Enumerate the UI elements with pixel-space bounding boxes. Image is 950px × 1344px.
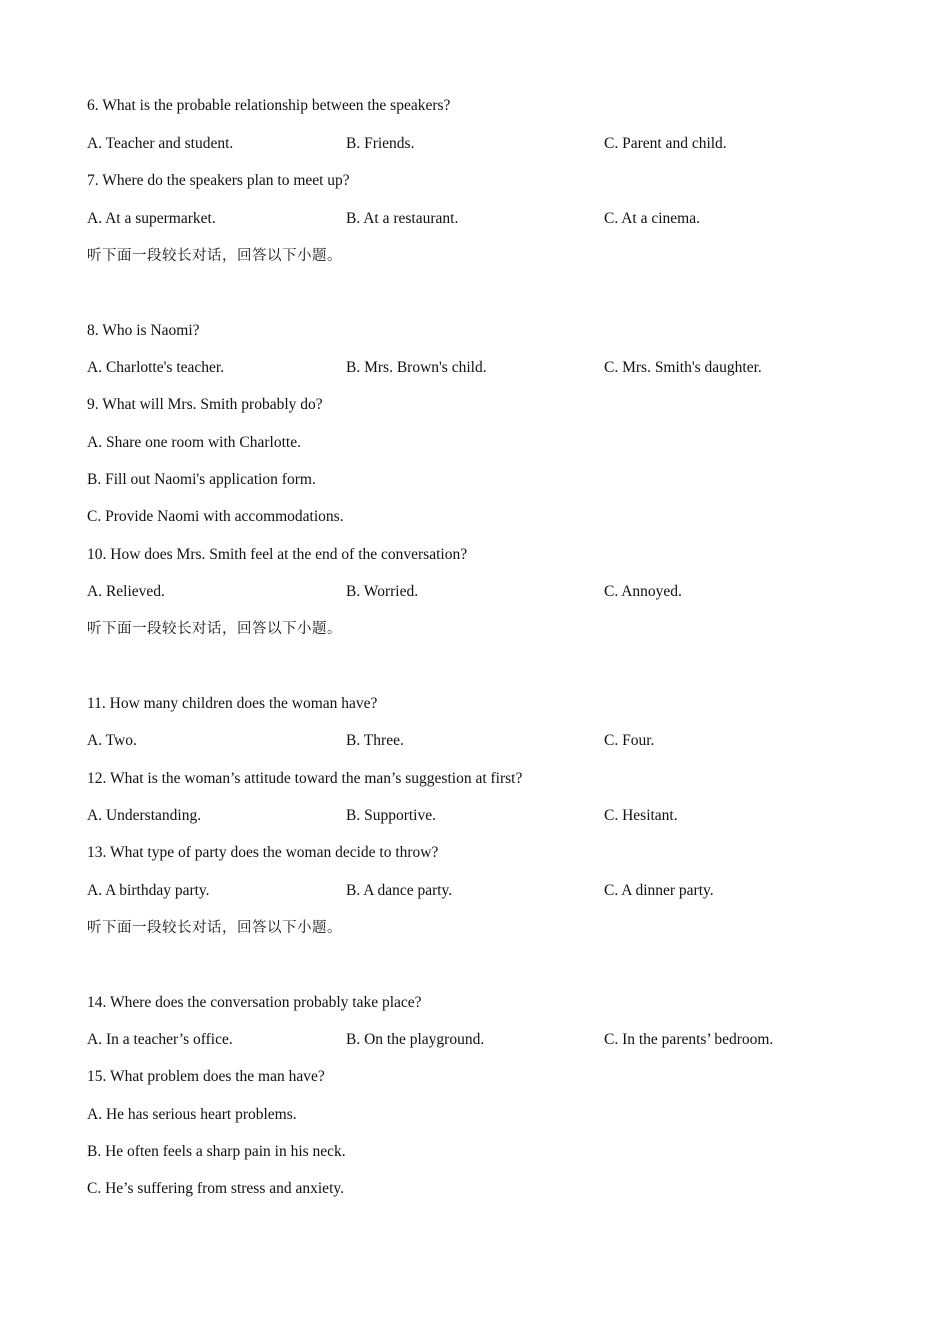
option-b: B. Friends. <box>346 135 415 152</box>
question-15-option-c: C. He’s suffering from stress and anxiety. <box>87 1180 344 1197</box>
question-14-stem: 14. Where does the conversation probably take place? <box>87 994 422 1011</box>
question-10-options <box>87 580 887 604</box>
option-c: C. Parent and child. <box>604 135 727 152</box>
question-14-options <box>87 1028 887 1052</box>
option-c: C. Hesitant. <box>604 807 678 824</box>
question-11-stem: 11. How many children does the woman have? <box>87 695 378 712</box>
option-b: B. Mrs. Brown's child. <box>346 359 487 376</box>
question-7-options <box>87 207 887 231</box>
option-a: A. At a supermarket. <box>87 210 216 227</box>
question-15-option-b: B. He often feels a sharp pain in his neck. <box>87 1143 346 1160</box>
question-12-stem: 12. What is the woman’s attitude toward the man’s suggestion at first? <box>87 770 523 787</box>
option-a: A. Teacher and student. <box>87 135 234 152</box>
option-a: A. A birthday party. <box>87 882 210 899</box>
question-9-option-b: B. Fill out Naomi's application form. <box>87 471 316 488</box>
option-a: A. Charlotte's teacher. <box>87 359 225 376</box>
question-7-stem: 7. Where do the speakers plan to meet up? <box>87 172 350 189</box>
question-8-stem: 8. Who is Naomi? <box>87 322 200 339</box>
question-10-stem: 10. How does Mrs. Smith feel at the end of the conversation? <box>87 546 468 563</box>
option-a: A. Two. <box>87 732 137 749</box>
option-c: C. Mrs. Smith's daughter. <box>604 359 762 376</box>
option-b: B. Worried. <box>346 583 419 600</box>
option-b: B. On the playground. <box>346 1031 485 1048</box>
option-a: A. In a teacher’s office. <box>87 1031 233 1048</box>
question-9-option-a: A. Share one room with Charlotte. <box>87 434 301 451</box>
question-12-options <box>87 804 887 828</box>
option-c: C. In the parents’ bedroom. <box>604 1031 774 1048</box>
question-13-options <box>87 879 887 903</box>
section-instruction: 听下面一段较长对话，回答以下小题。 <box>87 621 342 637</box>
option-c: C. Four. <box>604 732 655 749</box>
question-9-stem: 9. What will Mrs. Smith probably do? <box>87 396 323 413</box>
option-a: A. Relieved. <box>87 583 165 600</box>
option-b: B. At a restaurant. <box>346 210 459 227</box>
option-c: C. At a cinema. <box>604 210 700 227</box>
option-a: A. Understanding. <box>87 807 202 824</box>
option-c: C. Annoyed. <box>604 583 682 600</box>
question-8-options <box>87 356 887 380</box>
question-6-options <box>87 132 887 156</box>
question-11-options <box>87 729 887 753</box>
option-c: C. A dinner party. <box>604 882 714 899</box>
option-b: B. Supportive. <box>346 807 436 824</box>
option-b: B. Three. <box>346 732 404 749</box>
question-15-option-a: A. He has serious heart problems. <box>87 1106 297 1123</box>
question-13-stem: 13. What type of party does the woman decide to throw? <box>87 844 439 861</box>
section-instruction: 听下面一段较长对话，回答以下小题。 <box>87 248 342 264</box>
option-b: B. A dance party. <box>346 882 453 899</box>
question-6-stem: 6. What is the probable relationship between the speakers? <box>87 97 451 114</box>
question-9-option-c: C. Provide Naomi with accommodations. <box>87 508 344 525</box>
section-instruction: 听下面一段较长对话，回答以下小题。 <box>87 920 342 936</box>
question-15-stem: 15. What problem does the man have? <box>87 1068 325 1085</box>
